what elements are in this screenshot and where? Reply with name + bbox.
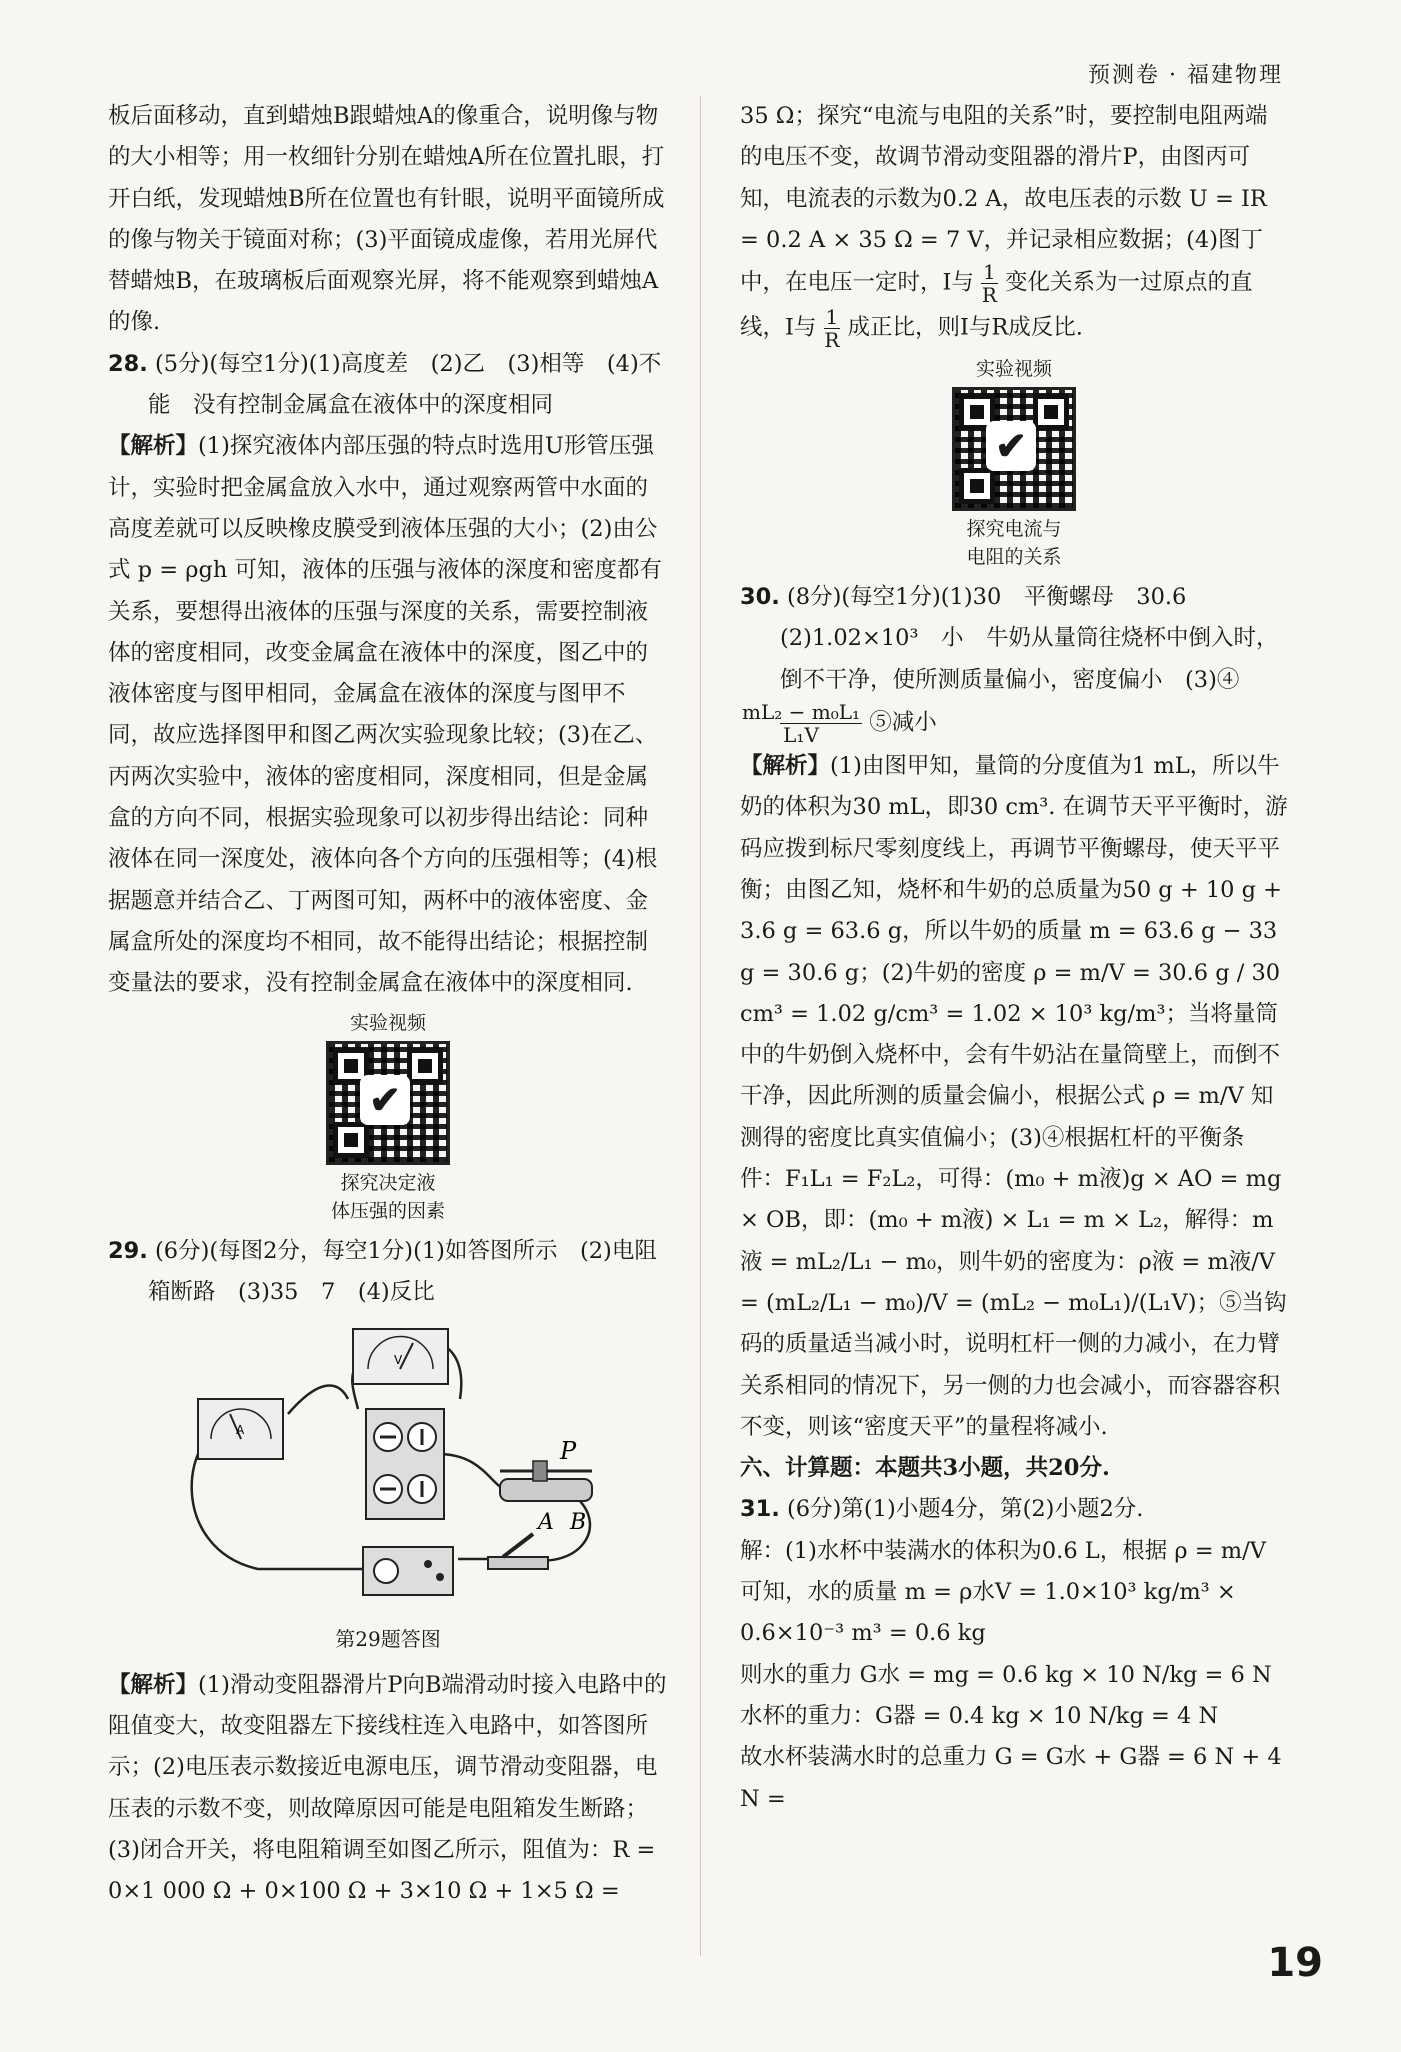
qr-title: 实验视频 bbox=[349, 1011, 426, 1034]
answer-text: ⑤减小 bbox=[869, 709, 937, 736]
svg-text:A: A bbox=[236, 1423, 245, 1438]
question-number: 31. bbox=[740, 1496, 780, 1523]
qr-title: 实验视频 bbox=[975, 358, 1052, 381]
voltmeter-icon bbox=[353, 1329, 448, 1384]
solution-line: 故水杯装满水时的总重力 G = G水 + G器 = 6 N + 4 N = bbox=[740, 1744, 1282, 1812]
label-a: A bbox=[538, 1510, 554, 1536]
svg-text:V: V bbox=[394, 1353, 403, 1368]
qr-caption-line: 探究决定液 bbox=[340, 1171, 436, 1194]
paragraph-continued: 板后面移动，直到蜡烛B跟蜡烛A的像重合，说明像与物的大小相等；用一枚细针分别在蜡烛A所在位置扎眼，打开白纸，发现蜡烛B所在位置也有针眼，说明平面镜所成的像与物关于镜面对称；(3)平面镜成虚像，若用光屏代替蜡烛B，在玻璃板后面观察光屏，将不能观察到蜡烛A的像. bbox=[108, 103, 665, 336]
question-number: 30. bbox=[740, 584, 780, 611]
circuit-figure bbox=[108, 1319, 668, 1661]
checkmark-icon: ✔ bbox=[986, 421, 1036, 471]
analysis-tag: 【解析】 bbox=[108, 1671, 199, 1698]
analysis-text: (1)滑动变阻器滑片P向B端滑动时接入电路中的阻值变大，故变阻器左下接线柱连入电路中，如答图所示；(2)电压表示数接近电源电压，调节滑动变阻器，电压表的示数不变，则故障原因可能是电阻箱发生断路；(3)闭合开关，将电阻箱调至如图乙所示，阻值为：R = 0×1 000 Ω + 0×100 Ω + 3×10 Ω + 1×5 Ω = bbox=[108, 1671, 667, 1905]
page-header: 预测卷 · 福建物理 bbox=[1088, 63, 1283, 88]
solution-line: 则水的重力 G水 = mg = 0.6 kg × 10 N/kg = 6 N bbox=[740, 1661, 1272, 1688]
qr-code-icon[interactable] bbox=[952, 387, 1076, 511]
text-segment: 35 Ω；探究“电流与电阻的关系”时，要控制电阻两端的电压不变，故调节滑动变阻器的滑片P，由图丙可知，电流表的示数为0.2 A，故电压表的示数 U = IR = 0.2 A × 35 Ω = 7 V，并记录相应数据；(4)图丁中，在电压一定时，I与 bbox=[740, 103, 1268, 296]
question-number: 29. bbox=[108, 1237, 148, 1264]
question-28-analysis bbox=[108, 426, 668, 1004]
question-31-solution bbox=[740, 1531, 1288, 1820]
analysis-tag: 【解析】 bbox=[740, 753, 831, 780]
solution-line: 解：(1)水杯中装满水的体积为0.6 L，根据 ρ = m/V 可知，水的质量 m = ρ水V = 1.0×10³ kg/m³ × 0.6×10⁻³ m³ = 0.6 kg bbox=[740, 1537, 1266, 1647]
answer-text: (5分)(每空1分)(1)高度差 (2)乙 (3)相等 (4)不能 没有控制金属盒在液体中的深度相同 bbox=[148, 350, 662, 419]
qr-video-current-resistance bbox=[740, 355, 1288, 571]
question-30-answer bbox=[740, 577, 1288, 746]
label-p: P bbox=[560, 1437, 577, 1466]
question-number: 28. bbox=[108, 350, 148, 377]
left-column bbox=[108, 96, 668, 1913]
figure-caption: 第29题答图 bbox=[335, 1627, 441, 1652]
question-29-answer bbox=[108, 1231, 668, 1314]
question-31-head bbox=[740, 1489, 1288, 1530]
fraction: $\frac{1}{R}$ bbox=[824, 305, 840, 353]
power-supply-icon bbox=[363, 1547, 453, 1595]
text-segment: 成正比，则I与R成反比. bbox=[847, 314, 1083, 341]
text-segment: 变化关系为一过原点的直线，I与 bbox=[740, 269, 1253, 341]
ammeter-icon bbox=[198, 1399, 283, 1459]
column-divider bbox=[700, 96, 701, 1956]
right-column bbox=[740, 96, 1288, 1820]
section-heading: 六、计算题：本题共3小题，共20分. bbox=[740, 1455, 1110, 1482]
switch-icon bbox=[488, 1534, 548, 1569]
question-29-analysis bbox=[108, 1665, 668, 1913]
answer-text: (6分)(每图2分，每空1分)(1)如答图所示 (2)电阻箱断路 (3)35 7 (4)反比 bbox=[148, 1237, 657, 1305]
analysis-tag: 【解析】 bbox=[108, 433, 199, 460]
rheostat-icon bbox=[500, 1437, 592, 1535]
solution-line: 水杯的重力：G器 = 0.4 kg × 10 N/kg = 4 N bbox=[740, 1702, 1219, 1729]
answer-text: (8分)(每空1分)(1)30 平衡螺母 30.6 (2)1.02×10³ 小 牛奶从量筒往烧杯中倒入时，倒不干净，使所测质量偏小，密度偏小 (3)④ bbox=[780, 584, 1279, 693]
paragraph-continued bbox=[740, 96, 1288, 351]
circuit-diagram bbox=[108, 1319, 668, 1599]
question-28-answer bbox=[108, 344, 668, 427]
answer-text: (6分)第(1)小题4分，第(2)小题2分. bbox=[787, 1496, 1144, 1523]
qr-caption-line: 电阻的关系 bbox=[966, 546, 1062, 569]
fraction: $\frac{1}{R}$ bbox=[981, 260, 997, 308]
qr-caption-line: 探究电流与 bbox=[966, 518, 1062, 541]
fraction: $\frac{\text{mL₂ − m₀L₁}}{\text{L₁V}}$ bbox=[742, 700, 861, 748]
analysis-text: (1)探究液体内部压强的特点时选用U形管压强计，实验时把金属盒放入水中，通过观察两管中水面的高度差就可以反映橡皮膜受到液体压强的大小；(2)由公式 p = ρgh 可知，液体的压强与液体的深度和密度都有关系，要想得出液体的压强与深度的关系，需要控制液体的密度相同，改变金属盒在液体中的深度，图乙中的液体密度与图甲相同，金属盒在液体的深度与图甲不同，故应选择图甲和图乙两次实验现象比较；(3)在乙、丙两次实验中，液体的密度相同，深度相同，但是金属盒的方向不同，根据实验现象可以初步得出结论：同种液体在同一深度处，液体向各个方向的压强相等；(4)根据题意并结合乙、丁两图可知，两杯中的液体密度、金属盒所处的深度均不相同，故不能得出结论；根据控制变量法的要求，没有控制金属盒在液体中的深度相同. bbox=[108, 433, 662, 997]
checkmark-icon: ✔ bbox=[360, 1075, 410, 1125]
label-b: B bbox=[570, 1510, 587, 1536]
analysis-text: (1)由图甲知，量筒的分度值为1 mL，所以牛奶的体积为30 mL，即30 cm³. 在调节天平平衡时，游码应拨到标尺零刻度线上，再调节平衡螺母，使天平平衡；由图乙知，烧杯和牛奶的总质量为50 g + 10 g + 3.6 g = 63.6 g，所以牛奶的质量 m = 63.6 g − 33 g = 30.6 g；(2)牛奶的密度 ρ = m/V = 30.6 g / 30 cm³ = 1.02 g/cm³ = 1.02 × 10³ kg/m³；当将量筒中的牛奶倒入烧杯中，会有牛奶沾在量筒壁上，而倒不干净，因此所测的质量会偏小，根据公式 ρ = m/V 知测得的密度比真实值偏小；(3)④根据杠杆的平衡条件：F₁L₁ = F₂L₂，可得：(m₀ + m液)g × AO = mg × OB，即：(m₀ + m液) × L₁ = m × L₂，解得：m液 = mL₂/L₁ − m₀，则牛奶的密度为：ρ液 = m液/V = (mL₂/L₁ − m₀)/V = (mL₂ − m₀L₁)/(L₁V)；⑤当钩码的质量适当减小时，说明杠杆一侧的力减小，在力臂关系相同的情况下，另一侧的力也会减小，而容器容积不变，则该“密度天平”的量程将减小. bbox=[740, 753, 1288, 1440]
qr-caption-line: 体压强的因素 bbox=[330, 1199, 445, 1222]
resistance-box-icon bbox=[366, 1409, 444, 1519]
question-30-analysis bbox=[740, 746, 1288, 1448]
qr-code-icon[interactable] bbox=[326, 1041, 450, 1165]
qr-video-liquid-pressure bbox=[108, 1009, 668, 1225]
page-number: 19 bbox=[1267, 1940, 1323, 1986]
